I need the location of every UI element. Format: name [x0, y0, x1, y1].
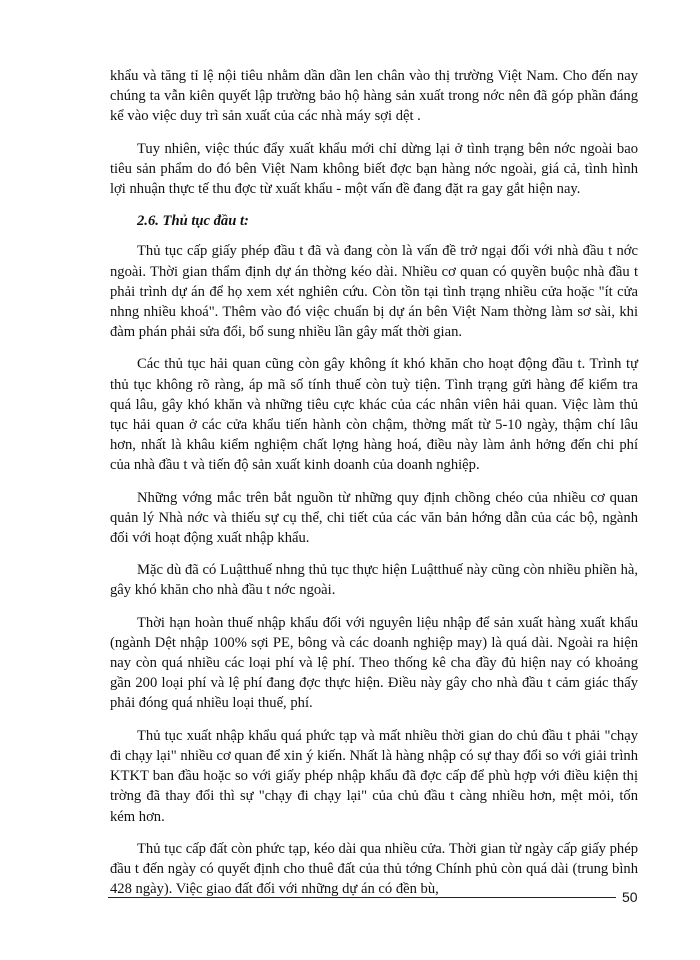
footer-divider: [108, 897, 616, 898]
section-heading: 2.6. Thủ tục đầu t:: [137, 213, 249, 230]
paragraph-6: Mặc dù đã có Luậtthuế nhng thủ tục thực hiện Luậtthuế này cũng còn nhiều phiền hà, gây khó khăn cho nhà đầu t nớc ngoài.: [110, 562, 638, 599]
page-number: 50: [622, 889, 638, 905]
document-page: [110, 66, 638, 911]
paragraph-2: Tuy nhiên, việc thúc đẩy xuất khẩu mới chỉ dừng lại ở tình trạng bên nớc ngoài bao tiêu sản phẩm do đó bên Việt Nam không biết đợc bạn hàng nớc ngoài, giá cả, tình hình lợi nhuận thực tế thu đợc từ xuất khẩu - một vấn đề đang đặt ra gay gắt hiện nay.: [110, 140, 638, 198]
paragraph-5: Những vớng mắc trên bắt nguồn từ những quy định chồng chéo của nhiều cơ quan quản lý Nhà nớc và thiếu sự cụ thể, chi tiết của các văn bản hớng dẫn của các bộ, ngành đối với hoạt động xuất nhập khẩu.: [110, 489, 638, 547]
paragraph-1: khẩu và tăng tỉ lệ nội tiêu nhằm dần dần len chân vào thị trường Việt Nam. Cho đến nay chúng ta vẫn kiên quyết lập trường bảo hộ hàng sản xuất trong nớc nên đã góp phần đáng kể vào việc duy trì sản xuất của các nhà máy sợi dệt .: [110, 68, 638, 125]
paragraph-7: Thời hạn hoàn thuế nhập khẩu đối với nguyên liệu nhập để sản xuất hàng xuất khẩu (ngành Dệt nhập 100% sợi PE, bông và các doanh nghiệp may) là quá dài. Ngoài ra hiện nay còn quá nhiều các loại phí và lệ phí. Theo thống kê cha đầy đủ hiện nay có khoảng gần 200 loại phí và lệ phí đang đợc thực hiện. Điều này gây cho nhà đầu t cảm giác thấy phải đóng quá nhiều loại thuế, phí.: [110, 614, 638, 712]
paragraph-9: Thủ tục cấp đất còn phức tạp, kéo dài qua nhiều cửa. Thời gian từ ngày cấp giấy phép đầu t đến ngày có quyết định cho thuê đất của thủ tớng Chính phủ còn quá dài (trung bình 428 ngày). Việc giao đất đối với những dự án có đền bù,: [110, 840, 638, 898]
paragraph-8: Thủ tục xuất nhập khẩu quá phức tạp và mất nhiều thời gian do chủ đầu t phải "chạy đi chạy lại" nhiều cơ quan để xin ý kiến. Nhất là hàng nhập có sự thay đổi so với giải trình KTKT ban đầu hoặc so với giấy phép nhập khẩu đã đợc cấp để phù hợp với điều kiện thị trờng đã thay đổi thì sự "chạy đi chạy lại" của chủ đầu t càng nhiều hơn, mệt mỏi, tốn kém hơn.: [110, 727, 638, 825]
paragraph-4: Các thủ tục hải quan cũng còn gây không ít khó khăn cho hoạt động đầu t. Trình tự thủ tục không rõ ràng, áp mã số tính thuế còn tuỳ tiện. Tình trạng gửi hàng để kiểm tra quá lâu, gây khó khăn và những tiêu cực khác của các nhân viên hải quan. Việc làm thủ tục hải quan ở các cửa khẩu tiến hành còn chậm, thờng mất từ 5-10 ngày, thậm chí lâu hơn, nhất là khâu kiểm nghiệm chất lợng hàng hoá, điều này làm ảnh hởng đến chi phí của nhà đầu t và tiến độ sản xuất kinh doanh của doanh nghiệp.: [110, 356, 638, 474]
paragraph-3: Thủ tục cấp giấy phép đầu t đã và đang còn là vấn đề trở ngại đối với nhà đầu t nớc ngoài. Thời gian thẩm định dự án thờng kéo dài. Nhiều cơ quan có quyền buộc nhà đầu t phải trình dự án để họ xem xét nghiên cứu. Còn tồn tại tình trạng nhiều cửa hoặc "ít cửa nhng nhiều khoá". Thêm vào đó việc chuẩn bị dự án bên Việt Nam thờng làm sơ sài, khi đàm phán phải sửa đổi, bổ sung nhiều lần gây mất thời gian.: [110, 243, 638, 341]
